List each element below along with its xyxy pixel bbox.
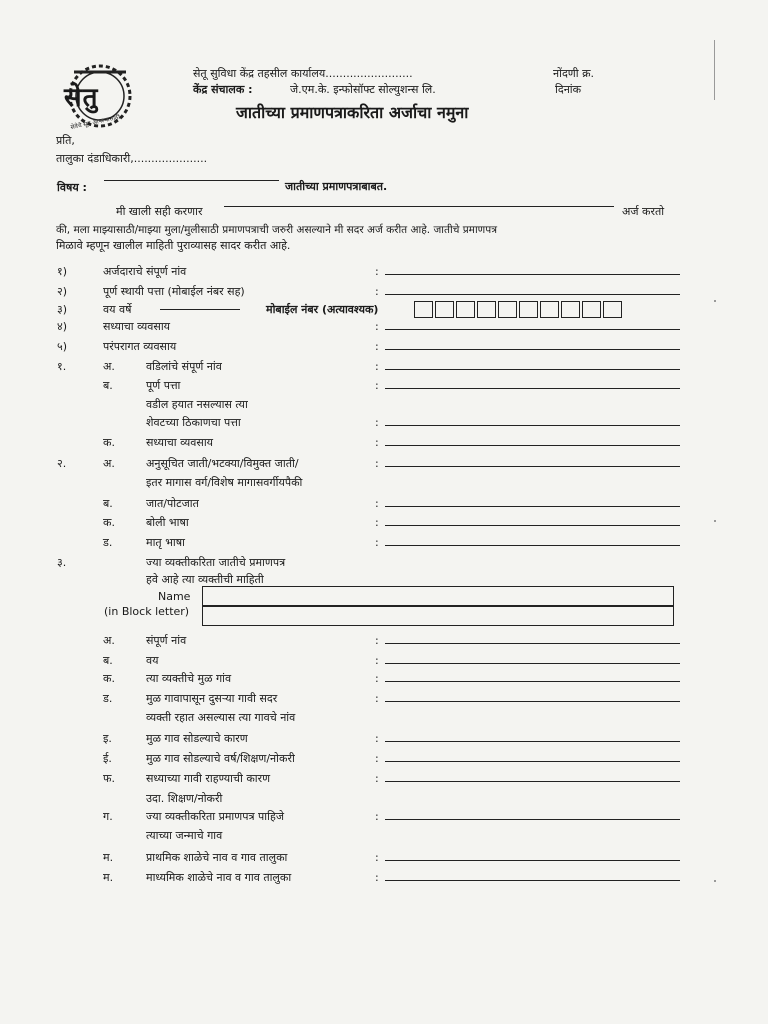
person-answer-line[interactable] <box>385 781 680 782</box>
item-colon: : <box>375 320 379 333</box>
item-label: शेवटच्या ठिकाणचा पत्ता <box>146 416 241 429</box>
person-item-label: त्याच्या जन्माचे गाव <box>146 829 223 842</box>
answer-line[interactable] <box>385 445 680 446</box>
item-label: हवे आहे त्या व्यक्तीची माहिती <box>146 573 264 586</box>
item-number: ४) <box>57 320 68 333</box>
person-item-colon: : <box>375 871 379 884</box>
intro-line1-start: मी खाली सही करणार <box>116 205 203 218</box>
name-box-2[interactable] <box>202 606 674 626</box>
item-label: पूर्ण पत्ता <box>146 379 181 392</box>
name-box-1[interactable] <box>202 586 674 606</box>
form-title: जातीच्या प्रमाणपत्राकरिता अर्जाचा नमुना <box>236 103 469 122</box>
item-label: सध्याचा व्यवसाय <box>103 320 171 333</box>
person-item-colon: : <box>375 692 379 705</box>
item-label: पूर्ण स्थायी पत्ता (मोबाईल नंबर सह) <box>103 285 245 298</box>
answer-line[interactable] <box>385 329 680 330</box>
person-item-colon: : <box>375 634 379 647</box>
item-label: बोली भाषा <box>146 516 189 529</box>
mobile-digit-box[interactable] <box>477 301 496 318</box>
person-answer-line[interactable] <box>385 741 680 742</box>
person-item-sub-letter: ग. <box>103 810 113 823</box>
person-item-colon: : <box>375 752 379 765</box>
item-label: सध्याचा व्यवसाय <box>146 436 214 449</box>
mobile-digit-box[interactable] <box>603 301 622 318</box>
answer-line[interactable] <box>385 545 680 546</box>
item-sub-letter: ब. <box>103 497 113 510</box>
item-number: २) <box>57 285 68 298</box>
center-line: सेतू सुविधा केंद्र तहसील कार्यालय......................... <box>193 67 413 80</box>
item-label: परंपरागत व्यवसाय <box>103 340 177 353</box>
person-item-colon: : <box>375 654 379 667</box>
item-number: ३) <box>57 303 68 316</box>
mobile-digit-box[interactable] <box>582 301 601 318</box>
person-item-label: वय <box>146 654 159 667</box>
person-item-label: ज्या व्यक्तीकरिता प्रमाणपत्र पाहिजे <box>146 810 284 823</box>
person-answer-line[interactable] <box>385 663 680 664</box>
item-label: इतर मागास वर्ग/विशेष मागासवर्गीयपैकी <box>146 476 303 489</box>
item-colon: : <box>375 457 379 470</box>
logo-text: सेतु <box>64 83 99 113</box>
vishay-text: जातीच्या प्रमाणपत्राबाबत. <box>285 180 388 193</box>
mobile-digit-box[interactable] <box>435 301 454 318</box>
item-sub-letter: क. <box>103 436 115 449</box>
person-answer-line[interactable] <box>385 761 680 762</box>
person-answer-line[interactable] <box>385 880 680 881</box>
person-item-sub-letter: म. <box>103 871 114 884</box>
person-item-colon: : <box>375 732 379 745</box>
item-number: २. <box>57 457 67 470</box>
answer-line[interactable] <box>385 274 680 275</box>
item-number: ५) <box>57 340 68 353</box>
person-answer-line[interactable] <box>385 819 680 820</box>
answer-line[interactable] <box>385 349 680 350</box>
person-item-sub-letter: ई. <box>103 752 112 765</box>
item-colon: : <box>375 285 379 298</box>
item-sub-letter: अ. <box>103 457 115 470</box>
person-item-colon: : <box>375 772 379 785</box>
answer-line[interactable] <box>385 425 680 426</box>
person-item-label: उदा. शिक्षण/नोकरी <box>146 792 223 805</box>
answer-line[interactable] <box>385 294 680 295</box>
name-label: Name <box>158 590 191 603</box>
item-label: वय वर्षे <box>103 303 132 316</box>
item-colon: : <box>375 536 379 549</box>
item-colon: : <box>375 360 379 373</box>
vishay-label: विषय : <box>57 181 87 194</box>
item-sub-letter: अ. <box>103 360 115 373</box>
person-item-label: सध्याच्या गावी राहण्याची कारण <box>146 772 271 785</box>
item-colon: : <box>375 340 379 353</box>
item-label: ज्या व्यक्तीकरिता जातीचे प्रमाणपत्र <box>146 556 286 569</box>
mobile-digit-box[interactable] <box>540 301 559 318</box>
item-label: अर्जदाराचे संपूर्ण नांव <box>103 265 187 278</box>
answer-line[interactable] <box>385 369 680 370</box>
item-number: १) <box>57 265 68 278</box>
prati: प्रति, <box>56 134 75 147</box>
item-number: १. <box>57 360 67 373</box>
mobile-digit-box[interactable] <box>498 301 517 318</box>
item-label: अनुसूचित जाती/भटक्या/विमुक्त जाती/ <box>146 457 299 470</box>
person-answer-line[interactable] <box>385 681 680 682</box>
item-colon: : <box>375 416 379 429</box>
date-label: दिनांक <box>555 83 582 96</box>
intro-line3: मिळावे म्हणून खालील माहिती पुराव्यासह सादर करीत आहे. <box>56 239 291 252</box>
item-label: जात/पोटजात <box>146 497 199 510</box>
person-answer-line[interactable] <box>385 701 680 702</box>
mobile-boxes[interactable] <box>414 301 624 322</box>
mobile-digit-box[interactable] <box>456 301 475 318</box>
person-item-sub-letter: ड. <box>103 692 113 705</box>
intro-line2: की, मला माझ्यासाठी/माझ्या मुला/मुलीसाठी प्रमाणपत्राची जरुरी असल्याने मी सदर अर्ज करीत आहे. जातीचे प्रमाणपत्र <box>56 224 498 236</box>
person-item-label: मुळ गाव सोडल्याचे कारण <box>146 732 248 745</box>
person-item-label: व्यक्ती रहात असल्यास त्या गावचे नांव <box>146 711 296 724</box>
person-item-colon: : <box>375 810 379 823</box>
mobile-digit-box[interactable] <box>561 301 580 318</box>
person-item-sub-letter: म. <box>103 851 114 864</box>
item-colon: : <box>375 497 379 510</box>
person-item-colon: : <box>375 672 379 685</box>
answer-line[interactable] <box>385 466 680 467</box>
person-item-label: मुळ गाव सोडल्याचे वर्ष/शिक्षण/नोकरी <box>146 752 295 765</box>
item-colon: : <box>375 436 379 449</box>
item-colon: : <box>375 516 379 529</box>
item-sub-letter: ड. <box>103 536 113 549</box>
mobile-digit-box[interactable] <box>414 301 433 318</box>
answer-line[interactable] <box>385 388 680 389</box>
person-item-label: संपूर्ण नांव <box>146 634 187 647</box>
person-item-sub-letter: इ. <box>103 732 112 745</box>
logo-tagline: सेवेचे सूत्र आपल्यासाठी <box>69 113 121 132</box>
item-sub-letter: ब. <box>103 379 113 392</box>
person-item-sub-letter: अ. <box>103 634 115 647</box>
item-label: वडील हयात नसल्यास त्या <box>146 398 248 411</box>
person-item-colon: : <box>375 851 379 864</box>
person-item-label: माध्यमिक शाळेचे नाव व गाव तालुका <box>146 871 292 884</box>
intro-line1-end: अर्ज करतो <box>622 205 665 218</box>
mobile-digit-box[interactable] <box>519 301 538 318</box>
mobile-label: मोबाईल नंबर (अत्यावश्यक) <box>266 303 379 316</box>
officer-line: तालुका दंडाधिकारी,..................... <box>56 152 208 165</box>
item-sub-letter: क. <box>103 516 115 529</box>
answer-line[interactable] <box>385 506 680 507</box>
name-label-block: (in Block letter) <box>104 605 190 618</box>
person-answer-line[interactable] <box>385 860 680 861</box>
reg-no-label: नोंदणी क्र. <box>553 67 595 80</box>
answer-line[interactable] <box>385 525 680 526</box>
item-label: वडिलांचे संपूर्ण नांव <box>146 360 222 373</box>
person-item-sub-letter: ब. <box>103 654 113 667</box>
person-item-sub-letter: फ. <box>103 772 115 785</box>
item-number: ३. <box>57 556 67 569</box>
person-item-sub-letter: क. <box>103 672 115 685</box>
item-colon: : <box>375 379 379 392</box>
operator-name: जे.एम.के. इन्फोसॉफ्ट सोल्युशन्स लि. <box>290 83 436 96</box>
person-answer-line[interactable] <box>385 643 680 644</box>
person-item-label: त्या व्यक्तीचे मुळ गांव <box>146 672 232 685</box>
operator-label: केंद्र संचालक : <box>193 83 253 96</box>
person-item-label: मुळ गावापासून दुसऱ्या गावी सदर <box>146 692 278 705</box>
item-colon: : <box>375 265 379 278</box>
item-label: मातृ भाषा <box>146 536 185 549</box>
person-item-label: प्राथमिक शाळेचे नाव व गाव तालुका <box>146 851 288 864</box>
